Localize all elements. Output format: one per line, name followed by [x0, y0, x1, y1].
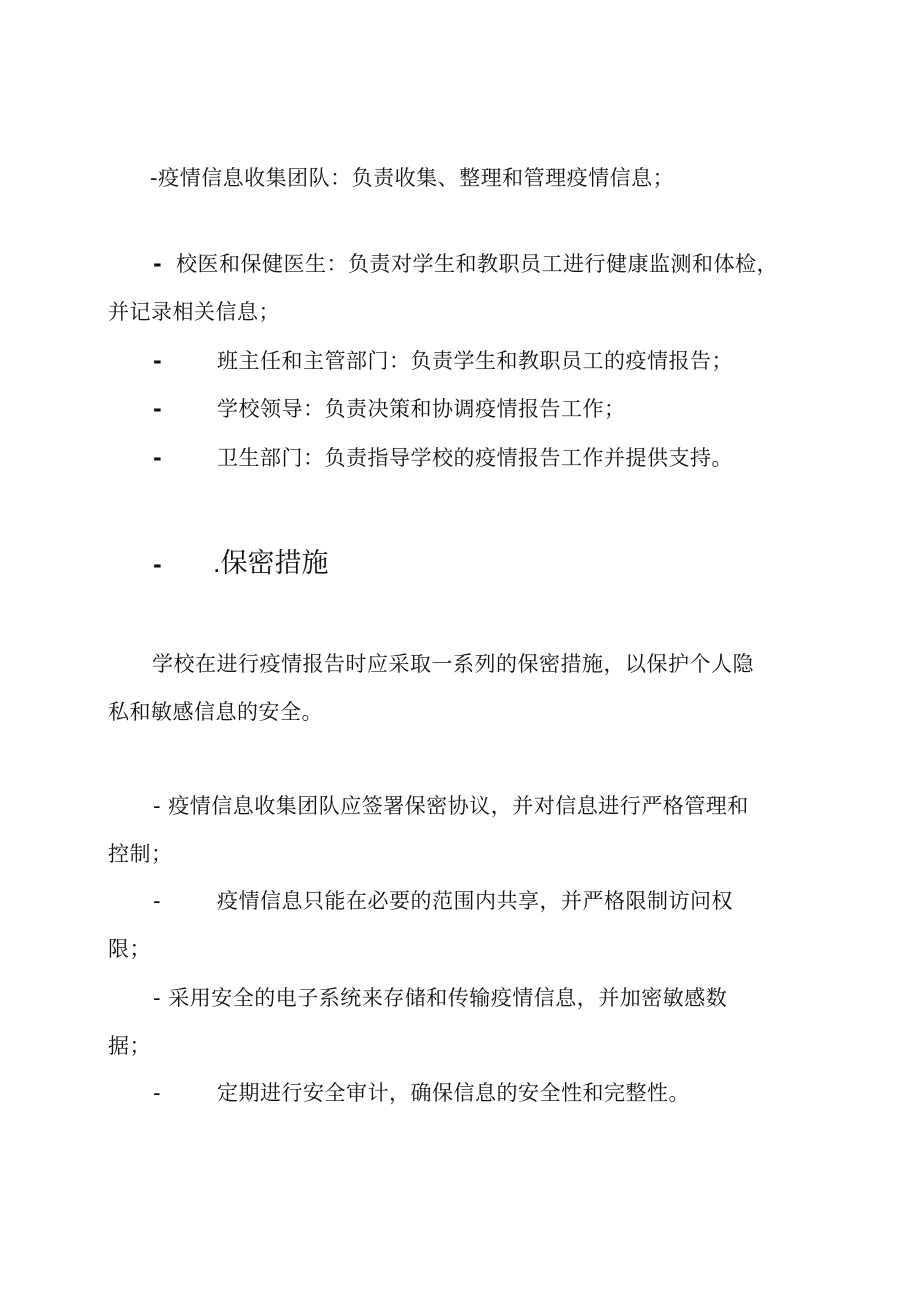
bullet-dash: -: [153, 889, 161, 913]
measure-item-system: - 采用安全的电子系统来存储和传输疫情信息，并加密敏感数: [153, 986, 728, 1010]
bullet-dash: -: [153, 252, 162, 276]
role-item-school-doctor-cont: 并记录相关信息；: [108, 300, 280, 324]
bullet-dash: -: [153, 397, 162, 421]
measure-item-sharing: 疫情信息只能在必要的范围内共享，并严格限制访问权: [217, 889, 733, 913]
intro-paragraph-line2: 私和敏感信息的安全。: [108, 700, 323, 724]
intro-paragraph-line1: 学校在进行疫情报告时应采取一系列的保密措施，以保护个人隐: [152, 652, 754, 676]
bullet-dash: -: [153, 349, 162, 373]
measure-item-sharing-cont: 限；: [108, 937, 151, 961]
heading-dash: -: [153, 553, 162, 577]
bullet-dash: -: [153, 1081, 161, 1105]
role-item-info-team: -疫情信息收集团队：负责收集、整理和管理疫情信息；: [150, 166, 675, 190]
measure-item-agreement: - 疫情信息收集团队应签署保密协议，并对信息进行严格管理和: [153, 794, 749, 818]
role-item-school-leader: 学校领导：负责决策和协调疫情报告工作；: [217, 397, 626, 421]
section-heading: .保密措施: [213, 548, 329, 578]
bullet-dash: -: [153, 446, 162, 470]
role-item-class-teacher: 班主任和主管部门：负责学生和教职员工的疫情报告；: [217, 349, 733, 373]
measure-item-audit: 定期进行安全审计，确保信息的安全性和完整性。: [217, 1081, 690, 1105]
role-item-health-dept: 卫生部门：负责指导学校的疫情报告工作并提供支持。: [217, 446, 733, 470]
role-item-school-doctor: 校医和保健医生：负责对学生和教职员工进行健康监测和体检，: [176, 252, 778, 276]
measure-item-system-cont: 据；: [108, 1034, 151, 1058]
measure-item-agreement-cont: 控制；: [108, 842, 173, 866]
